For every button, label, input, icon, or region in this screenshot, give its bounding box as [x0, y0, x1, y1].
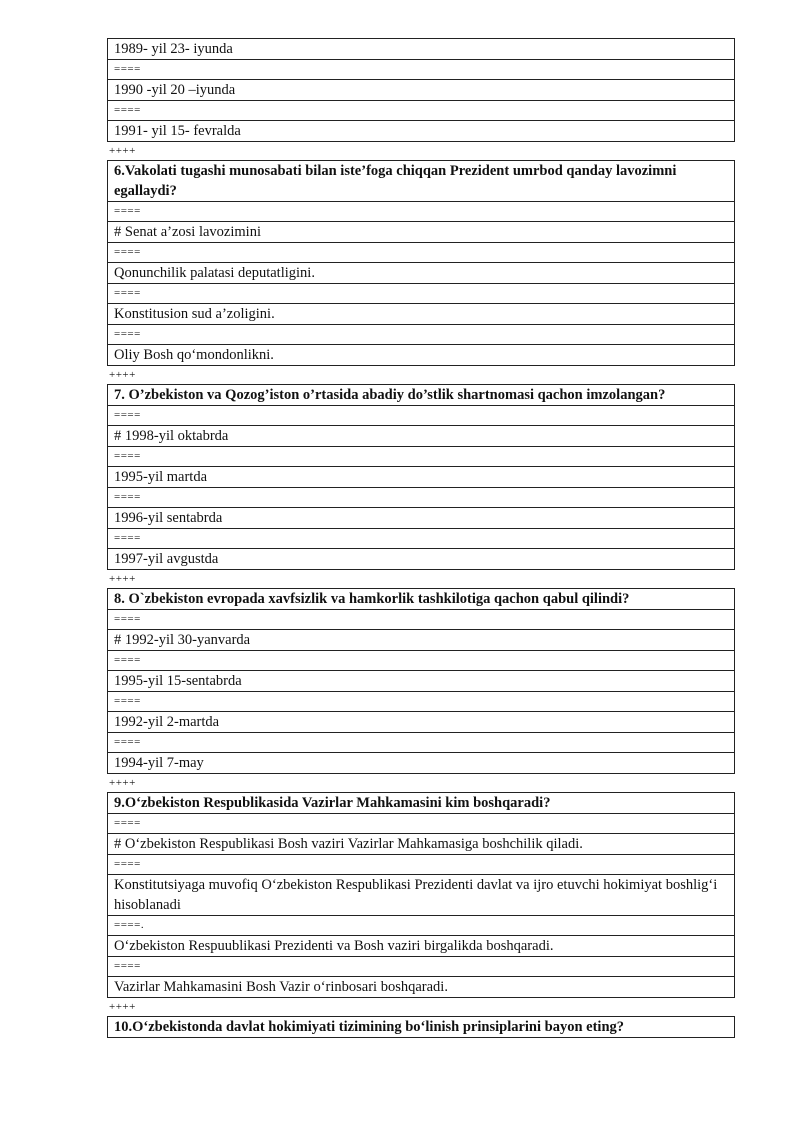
answer-row: 1990 -yil 20 –iyunda — [108, 79, 734, 100]
question-table — [107, 588, 735, 774]
question-text: 6.Vakolati tugashi munosabati bilan iste’foga chiqqan Prezident umrbod qanday lavozimni egallaydi? — [114, 163, 677, 199]
answer-row: 1997-yil avgustda — [108, 548, 734, 569]
answer-row: O‘zbekiston Respuublikasi Prezidenti va Bosh vaziri birgalikda boshqaradi. — [108, 935, 734, 956]
test-document — [107, 38, 735, 1038]
answer-row: 1992-yil 2-martda — [108, 711, 734, 732]
answer-row: Konstitutsiyaga muvofiq O‘zbekiston Respublikasi Prezidenti davlat va ijro etuvchi hokimiyat boshlig‘i hisoblanadi — [108, 874, 734, 915]
correct-answer-row: # Senat a’zosi lavozimini — [108, 221, 734, 242]
separator-row: ==== — [108, 242, 734, 262]
separator-row: ==== — [108, 732, 734, 752]
separator-row: ==== — [108, 487, 734, 507]
answer-row: Oliy Bosh qo‘mondonlikni. — [108, 344, 734, 365]
question-text: 7. O’zbekiston va Qozog’iston o’rtasida abadiy do’stlik shartnomasi qachon imzolangan? — [114, 387, 666, 403]
separator-row: ==== — [108, 691, 734, 711]
separator-row: ==== — [108, 100, 734, 120]
question-text: 10.O‘zbekistonda davlat hokimiyati tizimining bo‘linish prinsiplarini bayon eting? — [114, 1019, 625, 1035]
separator-row: ==== — [108, 446, 734, 466]
question-table — [107, 38, 735, 142]
question-table — [107, 792, 735, 998]
answer-row: 1991- yil 15- fevralda — [108, 120, 734, 141]
answer-row: Konstitusion sud a’zoligini. — [108, 303, 734, 324]
separator-row: ==== — [108, 609, 734, 629]
separator-row: ==== — [108, 283, 734, 303]
question-text: 9.O‘zbekiston Respublikasida Vazirlar Mahkamasini kim boshqaradi? — [114, 795, 551, 811]
separator-row: ==== — [108, 528, 734, 548]
question-table — [107, 384, 735, 570]
answer-row: 1989- yil 23- iyunda — [114, 41, 233, 57]
block-end-marker: ++++ — [109, 1001, 136, 1013]
question-table — [107, 1016, 735, 1038]
answer-row: 1996-yil sentabrda — [108, 507, 734, 528]
separator-row: ==== — [108, 405, 734, 425]
question-table — [107, 160, 735, 366]
correct-answer-row: # O‘zbekiston Respublikasi Bosh vaziri Vazirlar Mahkamasiga boshchilik qiladi. — [108, 833, 734, 854]
question-text: 8. O`zbekiston evropada xavfsizlik va hamkorlik tashkilotiga qachon qabul qilindi? — [114, 591, 630, 607]
block-end-marker: ++++ — [109, 369, 136, 381]
separator-row: ==== — [108, 813, 734, 833]
block-end-marker: ++++ — [109, 573, 136, 585]
separator-row: ==== — [108, 956, 734, 976]
separator-row: ==== — [108, 324, 734, 344]
separator-row: ==== — [108, 650, 734, 670]
answer-row: 1994-yil 7-may — [108, 752, 734, 773]
separator-row: ==== — [108, 59, 734, 79]
answer-row: Qonunchilik palatasi deputatligini. — [108, 262, 734, 283]
separator-row: ==== — [108, 854, 734, 874]
answer-row: 1995-yil 15-sentabrda — [108, 670, 734, 691]
separator-row: ====. — [108, 915, 734, 935]
block-end-marker: ++++ — [109, 145, 136, 157]
correct-answer-row: # 1992-yil 30-yanvarda — [108, 629, 734, 650]
block-end-marker: ++++ — [109, 777, 136, 789]
correct-answer-row: # 1998-yil oktabrda — [108, 425, 734, 446]
separator-row: ==== — [108, 201, 734, 221]
answer-row: 1995-yil martda — [108, 466, 734, 487]
answer-row: Vazirlar Mahkamasini Bosh Vazir o‘rinbosari boshqaradi. — [108, 976, 734, 997]
